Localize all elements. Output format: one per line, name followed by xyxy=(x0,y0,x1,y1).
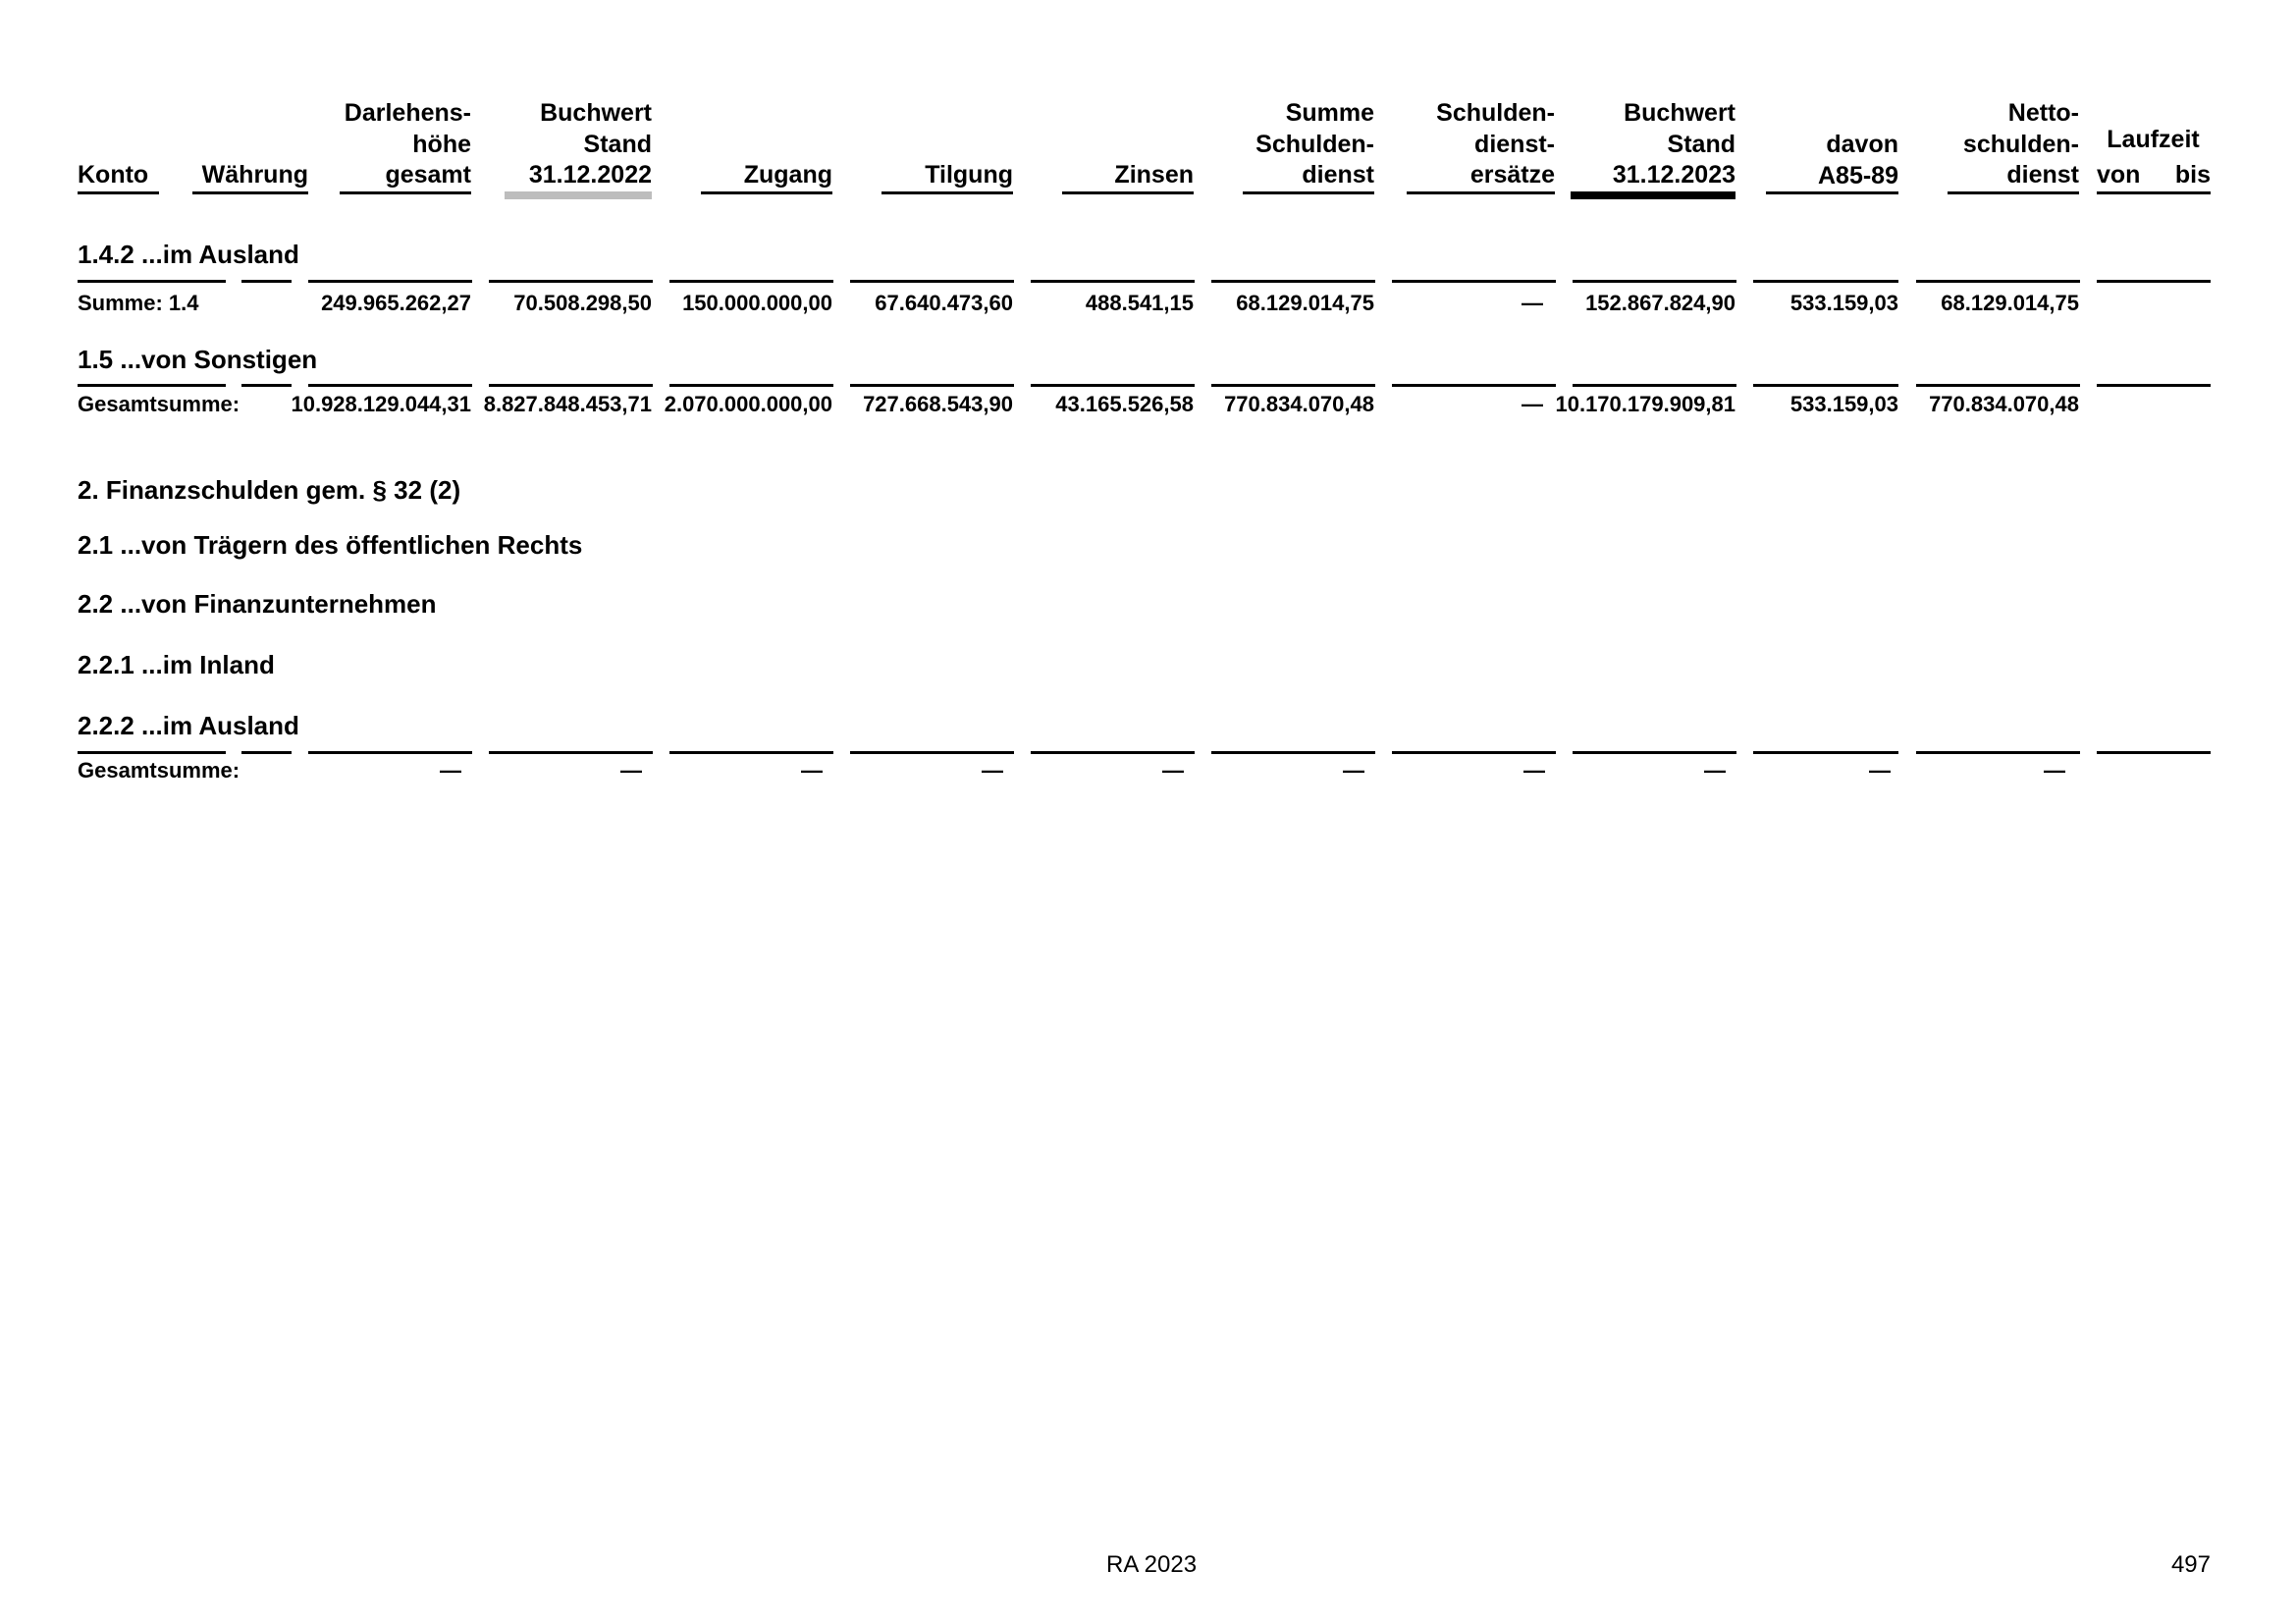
cell-gesamt1-netto: 770.834.070,48 xyxy=(1929,392,2079,416)
header-underline-laufzeit xyxy=(2097,191,2211,194)
cell-gesamt1-buchwert-2022: 8.827.848.453,71 xyxy=(483,392,652,416)
header-underline-zugang xyxy=(701,191,832,194)
section-heading-2-1: 2.1 ...von Trägern des öffentlichen Rechts xyxy=(78,530,583,560)
header-underline-zinsen xyxy=(1062,191,1194,194)
cell-summe-1-4-buchwert-2023: 152.867.824,90 xyxy=(1585,291,1735,315)
section-heading-2-2: 2.2 ...von Finanzunternehmen xyxy=(78,589,437,619)
section-heading-2-2-1: 2.2.1 ...im Inland xyxy=(78,650,275,679)
header-underline-waehrung xyxy=(192,191,308,194)
page-number: 497 xyxy=(2170,1551,2211,1578)
cell-gesamt2-ersaetze: — xyxy=(1523,758,1545,783)
cell-summe-1-4-darlehenshoehe: 249.965.262,27 xyxy=(321,291,471,315)
cell-gesamt1-darlehenshoehe: 10.928.129.044,31 xyxy=(291,392,471,416)
row-label-gesamtsumme-1: Gesamtsumme: xyxy=(78,392,240,416)
header-tilgung: Tilgung xyxy=(925,161,1013,189)
cell-gesamt1-summe-schuldendienst: 770.834.070,48 xyxy=(1224,392,1374,416)
header-zugang: Zugang xyxy=(743,161,832,189)
cell-summe-1-4-davon: 533.159,03 xyxy=(1789,291,1898,315)
header-laufzeit-bis: bis xyxy=(2174,161,2211,189)
header-buchwert-2023: Buchwert Stand 31.12.2023 xyxy=(1612,99,1735,189)
header-underline-summe-schuldendienst xyxy=(1243,191,1374,194)
section-heading-2: 2. Finanzschulden gem. § 32 (2) xyxy=(78,475,461,505)
header-davon: davon A85-89 xyxy=(1818,131,1898,189)
header-underline-konto xyxy=(78,191,159,194)
cell-gesamt2-darlehenshoehe: — xyxy=(440,758,461,783)
row-label-gesamtsumme-2: Gesamtsumme: xyxy=(78,758,240,783)
header-underline-schuldendienstersaetze xyxy=(1407,191,1555,194)
cell-gesamt1-tilgung: 727.668.543,90 xyxy=(863,392,1013,416)
cell-summe-1-4-tilgung: 67.640.473,60 xyxy=(875,291,1013,315)
cell-summe-1-4-buchwert-2022: 70.508.298,50 xyxy=(513,291,652,315)
cell-gesamt2-davon: — xyxy=(1869,758,1891,783)
cell-gesamt2-zugang: — xyxy=(801,758,823,783)
header-schuldendienstersaetze: Schulden- dienst- ersätze xyxy=(1436,99,1555,189)
cell-summe-1-4-ersaetze: — xyxy=(1522,291,1543,315)
cell-gesamt2-netto: — xyxy=(2044,758,2065,783)
header-waehrung: Währung xyxy=(201,161,308,189)
cell-gesamt2-buchwert-2022: — xyxy=(620,758,642,783)
header-summe-schuldendienst: Summe Schulden- dienst xyxy=(1255,99,1374,189)
cell-gesamt1-buchwert-2023: 10.170.179.909,81 xyxy=(1555,392,1735,416)
cell-gesamt2-tilgung: — xyxy=(982,758,1003,783)
section-heading-1-5: 1.5 ...von Sonstigen xyxy=(78,345,318,374)
cell-summe-1-4-zugang: 150.000.000,00 xyxy=(682,291,832,315)
cell-gesamt2-summe-schuldendienst: — xyxy=(1343,758,1364,783)
cell-gesamt1-zugang: 2.070.000.000,00 xyxy=(664,392,832,416)
header-buchwert-2022: Buchwert Stand 31.12.2022 xyxy=(528,99,652,189)
header-laufzeit: Laufzeit xyxy=(2107,126,2200,153)
header-konto: Konto xyxy=(78,161,149,189)
header-underline-tilgung xyxy=(881,191,1013,194)
cell-summe-1-4-summe-schuldendienst: 68.129.014,75 xyxy=(1236,291,1374,315)
cell-summe-1-4-zinsen: 488.541,15 xyxy=(1085,291,1194,315)
cell-gesamt1-davon: 533.159,03 xyxy=(1789,392,1898,416)
cell-gesamt1-zinsen: 43.165.526,58 xyxy=(1055,392,1194,416)
header-underline-buchwert-2023 xyxy=(1571,191,1735,199)
row-label-summe-1-4: Summe: 1.4 xyxy=(78,291,199,315)
cell-gesamt1-ersaetze: — xyxy=(1522,392,1543,416)
cell-summe-1-4-netto: 68.129.014,75 xyxy=(1941,291,2079,315)
footer-report-name: RA 2023 xyxy=(1106,1551,1198,1578)
header-laufzeit-von: von xyxy=(2097,161,2141,189)
cell-gesamt2-buchwert-2023: — xyxy=(1704,758,1726,783)
header-zinsen: Zinsen xyxy=(1114,161,1194,189)
header-underline-netto-schuldendienst xyxy=(1948,191,2079,194)
header-darlehenshoehe: Darlehens- höhe gesamt xyxy=(344,99,471,189)
header-netto-schuldendienst: Netto- schulden- dienst xyxy=(1962,99,2079,189)
header-underline-buchwert-2022 xyxy=(505,191,652,199)
section-heading-1-4-2: 1.4.2 ...im Ausland xyxy=(78,240,299,269)
header-underline-davon xyxy=(1766,191,1898,194)
header-underline-darlehenshoehe xyxy=(340,191,471,194)
cell-gesamt2-zinsen: — xyxy=(1162,758,1184,783)
section-heading-2-2-2: 2.2.2 ...im Ausland xyxy=(78,711,299,740)
